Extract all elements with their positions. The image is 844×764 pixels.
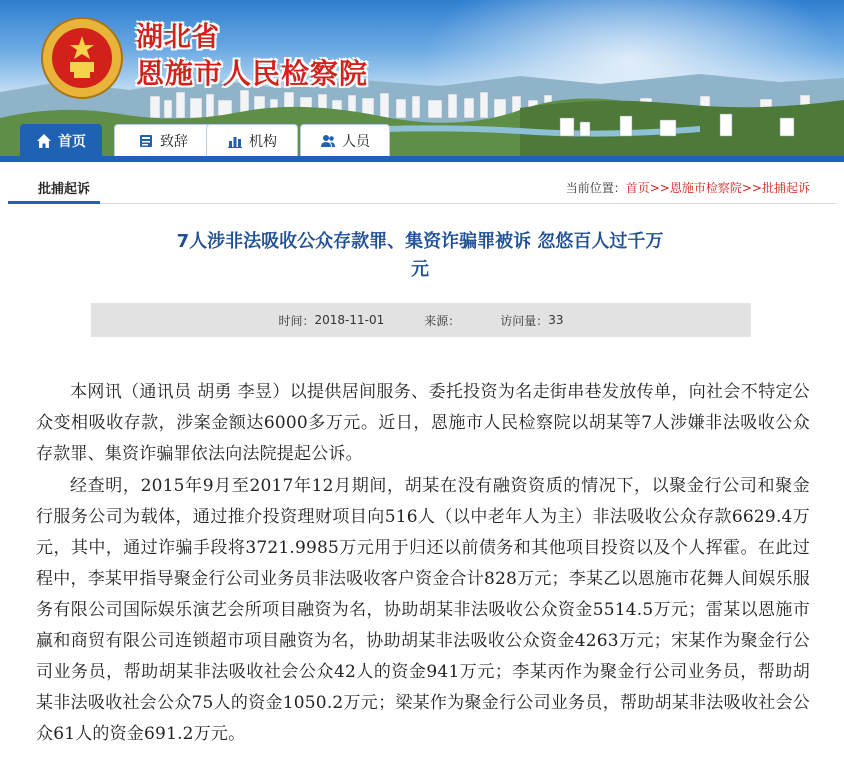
breadcrumb-link-home[interactable]: 首页 <box>625 181 650 195</box>
breadcrumb-separator: >> <box>649 181 670 195</box>
site-title-province: 湖北省 <box>136 22 220 53</box>
tab-personnel[interactable] <box>300 124 390 156</box>
tab-greeting-label: 致辞 <box>160 133 188 150</box>
breadcrumb-bar <box>8 170 836 204</box>
nav-underline <box>0 156 844 162</box>
book-icon <box>138 133 154 149</box>
meta-views-value: 33 <box>548 313 564 327</box>
meta-source-label: 来源： <box>424 313 461 328</box>
article-paragraph: 经查明，2015年9月至2017年12月期间，胡某在没有融资资质的情况下，以聚金行公司和聚金行服务公司为载体，通过推介投资理财项目向516人（以中老年人为主）非法吸收公众存款6629.4万元，其中，通过诈骗手段将3721.9985万元用于归还以前债务和其他项目投资以及个人挥霍。在此过程中，李某甲指导聚金行公司业务员非法吸收客户资金合计828万元；李某乙以恩施市花舞人间娱乐服务有限公司国际娱乐演艺会所项目融资为名，协助胡某非法吸收公众资金5514.5万元；雷某以恩施市赢和商贸有限公司连锁超市项目融资为名，协助胡某非法吸收公众资金4263万元；宋某作为聚金行公司业务员，帮助胡某非法吸收社会公众42人的资金941万元；李某丙作为聚金行公司业务员，帮助胡某非法吸收社会公众75人的资金1050.2万元；梁某作为聚金行公司业务员，帮助胡某非法吸收社会公众61人的资金691.2万元。 <box>36 476 810 744</box>
tab-organization[interactable] <box>206 124 298 156</box>
breadcrumb-link-section[interactable]: 批捕起诉 <box>761 181 810 195</box>
tab-greeting[interactable] <box>114 124 212 156</box>
procuratorate-emblem-icon <box>40 16 124 100</box>
meta-time-label: 时间： <box>278 313 315 328</box>
tab-home-label: 首页 <box>58 133 86 150</box>
section-title: 批捕起诉 <box>38 182 91 197</box>
site-title <box>136 22 368 92</box>
breadcrumb <box>566 179 810 196</box>
site-title-name: 恩施市人民检察院 <box>136 57 369 90</box>
article-title-line1: 7人涉非法吸收公众存款罪、集资诈骗罪被诉 忽悠百人过千万 <box>176 231 664 252</box>
breadcrumb-link-procuratorate[interactable]: 恩施市检察院 <box>669 181 742 195</box>
article-meta <box>91 303 751 337</box>
article-title-line2: 元 <box>411 259 429 280</box>
meta-time-value: 2018-11-01 <box>314 313 385 327</box>
breadcrumb-prefix: 当前位置： <box>565 181 626 195</box>
meta-views-label: 访问量： <box>500 313 549 328</box>
people-icon <box>320 133 336 149</box>
tab-organization-label: 机构 <box>249 133 277 150</box>
breadcrumb-separator: >> <box>741 181 762 195</box>
section-title-underline <box>8 201 100 204</box>
article-paragraph: 本网讯（通讯员 胡勇 李昱）以提供居间服务、委托投资为名走街串巷发放传单，向社会不特定公众变相吸收存款，涉案金额达6000多万元。近日，恩施市人民检察院以胡某等7人涉嫌非法吸收公众存款罪、集资诈骗罪依法向法院提起公诉。 <box>36 382 810 464</box>
tab-personnel-label: 人员 <box>342 133 370 150</box>
tab-home[interactable] <box>20 124 102 156</box>
article-title <box>140 228 700 284</box>
home-icon <box>36 133 52 149</box>
bar-chart-icon <box>227 133 243 149</box>
